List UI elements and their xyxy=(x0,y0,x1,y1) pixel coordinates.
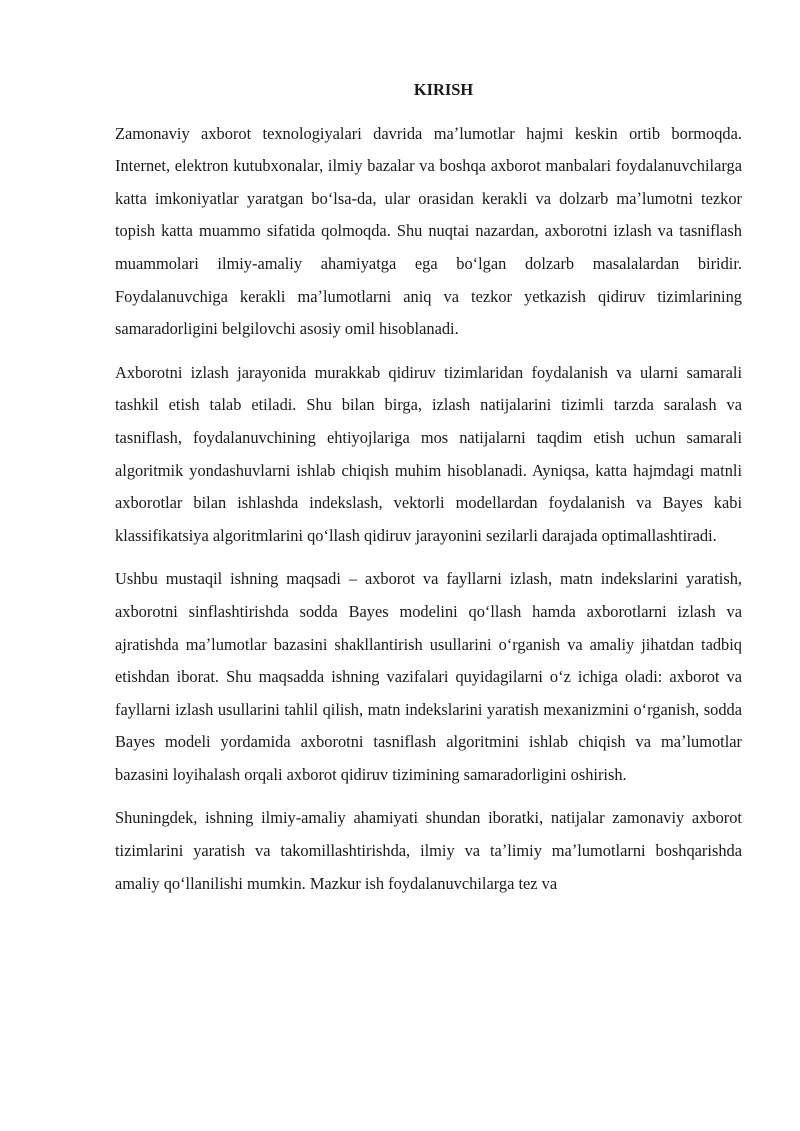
paragraph-3: Ushbu mustaqil ishning maqsadi – axborot va fayllarni izlash, matn indekslarini yaratish, axborotni sinflashtirishda sodda Bayes modelini qoʻllash hamda axborotlarni izlash va ajratishda maʼlumotlar bazasini shakllantirish usullarini oʻrganish va amaliy jihatdan tadbiq etishdan iborat. Shu maqsadda ishning vazifalari quyidagilarni oʻz ichiga oladi: axborot va fayllarni izlash usullarini tahlil qilish, matn indekslarini yaratish mexanizmini oʻrganish, sodda Bayes modeli yordamida axborotni tasniflash algoritmini ishlab chiqish va maʼlumotlar bazasini loyihalash orqali axborot qidiruv tizimining samaradorligini oshirish. xyxy=(115,569,742,784)
paragraph-2: Axborotni izlash jarayonida murakkab qidiruv tizimlaridan foydalanish va ularni samarali tashkil etish talab etiladi. Shu bilan birga, izlash natijalarini tizimli tarzda saralash va tasniflash, foydalanuvchining ehtiyojlariga mos natijalarni taqdim etish uchun samarali algoritmik yondashuvlarni ishlab chiqish muhim hisoblanadi. Ayniqsa, katta hajmdagi matnli axborotlar bilan ishlashda indekslash, vektorli modellardan foydalanish va Bayes kabi klassifikatsiya algoritmlarini qoʻllash qidiruv jarayonini sezilarli darajada optimallashtiradi. xyxy=(115,362,742,545)
paragraph-1: Zamonaviy axborot texnologiyalari davrida maʼlumotlar hajmi keskin ortib bormoqda. Internet, elektron kutubxonalar, ilmiy bazalar va boshqa axborot manbalari foydalanuvchilarga katta imkoniyatlar yaratgan boʻlsa-da, ular orasidan kerakli va dolzarb maʼlumotni tezkor topish katta muammo sifatida qolmoqda. Shu nuqtai nazardan, axborotni izlash va tasniflash muammolari ilmiy-amaliy ahamiyatga ega boʻlgan dolzarb masalalardan biridir. Foydalanuvchiga kerakli maʼlumotlarni aniq va tezkor yetkazish qidiruv tizimlarining samaradorligini belgilovchi asosiy omil hisoblanadi. xyxy=(115,123,742,339)
section-title: KIRISH xyxy=(413,80,474,99)
paragraph-4: Shuningdek, ishning ilmiy-amaliy ahamiyati shundan iboratki, natijalar zamonaviy axborot tizimlarini yaratish va takomillashtirishda, ilmiy va taʼlimiy maʼlumotlarni boshqarishda amaliy qoʻllanilishi mumkin. Mazkur ish foydalanuvchilarga tez va xyxy=(115,808,742,893)
document-body xyxy=(115,74,742,911)
